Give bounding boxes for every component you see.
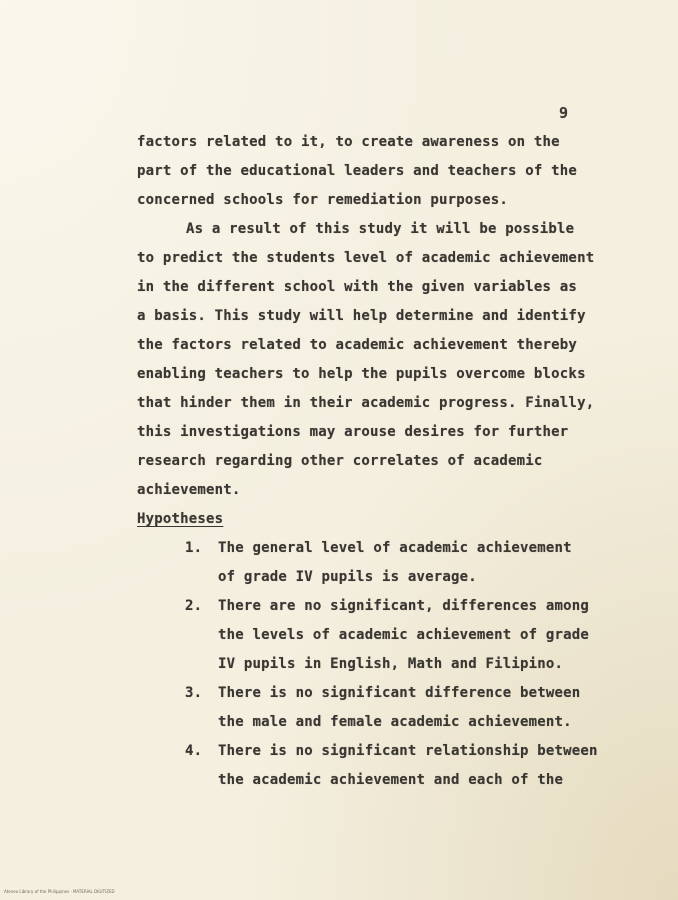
hypothesis-line: The general level of academic achievement [218, 540, 572, 556]
paragraph-2-line: that hinder them in their academic progress. Finally, [137, 395, 595, 411]
paragraph-1-line: part of the educational leaders and teachers of the [137, 163, 578, 179]
digitization-footer: Ateneo Library of the Philippines · MATERIAL DIGITIZED [4, 889, 115, 894]
hypothesis-line: IV pupils in English, Math and Filipino. [218, 656, 564, 672]
paragraph-1-line: factors related to it, to create awareness on the [137, 134, 560, 150]
hypothesis-line: There is no significant difference between [218, 685, 581, 701]
paragraph-2-line: the factors related to academic achievement thereby [137, 337, 578, 353]
paragraph-2-line: in the different school with the given variables as [137, 279, 578, 295]
paragraph-2-line: achievement. [137, 482, 241, 498]
hypothesis-number: 1. [185, 540, 203, 556]
section-heading-hypotheses: Hypotheses [137, 511, 224, 527]
paragraph-2-line: enabling teachers to help the pupils overcome blocks [137, 366, 586, 382]
hypothesis-line: the levels of academic achievement of grade [218, 627, 590, 643]
hypothesis-line: of grade IV pupils is average. [218, 569, 477, 585]
hypothesis-number: 2. [185, 598, 203, 614]
hypothesis-line: the academic achievement and each of the [218, 772, 564, 788]
paragraph-2-line: this investigations may arouse desires for further [137, 424, 569, 440]
hypothesis-number: 4. [185, 743, 203, 759]
paragraph-1-line: concerned schools for remediation purposes. [137, 192, 509, 208]
paragraph-2-line: research regarding other correlates of academic [137, 453, 543, 469]
hypothesis-line: There is no significant relationship between [218, 743, 598, 759]
page-number: 9 [559, 104, 569, 122]
paragraph-2-line: to predict the students level of academic achievement [137, 250, 595, 266]
paragraph-2-line: a basis. This study will help determine and identify [137, 308, 586, 324]
hypothesis-line: There are no significant, differences among [218, 598, 590, 614]
paragraph-2-line: As a result of this study it will be possible [186, 221, 575, 237]
hypothesis-number: 3. [185, 685, 203, 701]
hypothesis-line: the male and female academic achievement. [218, 714, 572, 730]
